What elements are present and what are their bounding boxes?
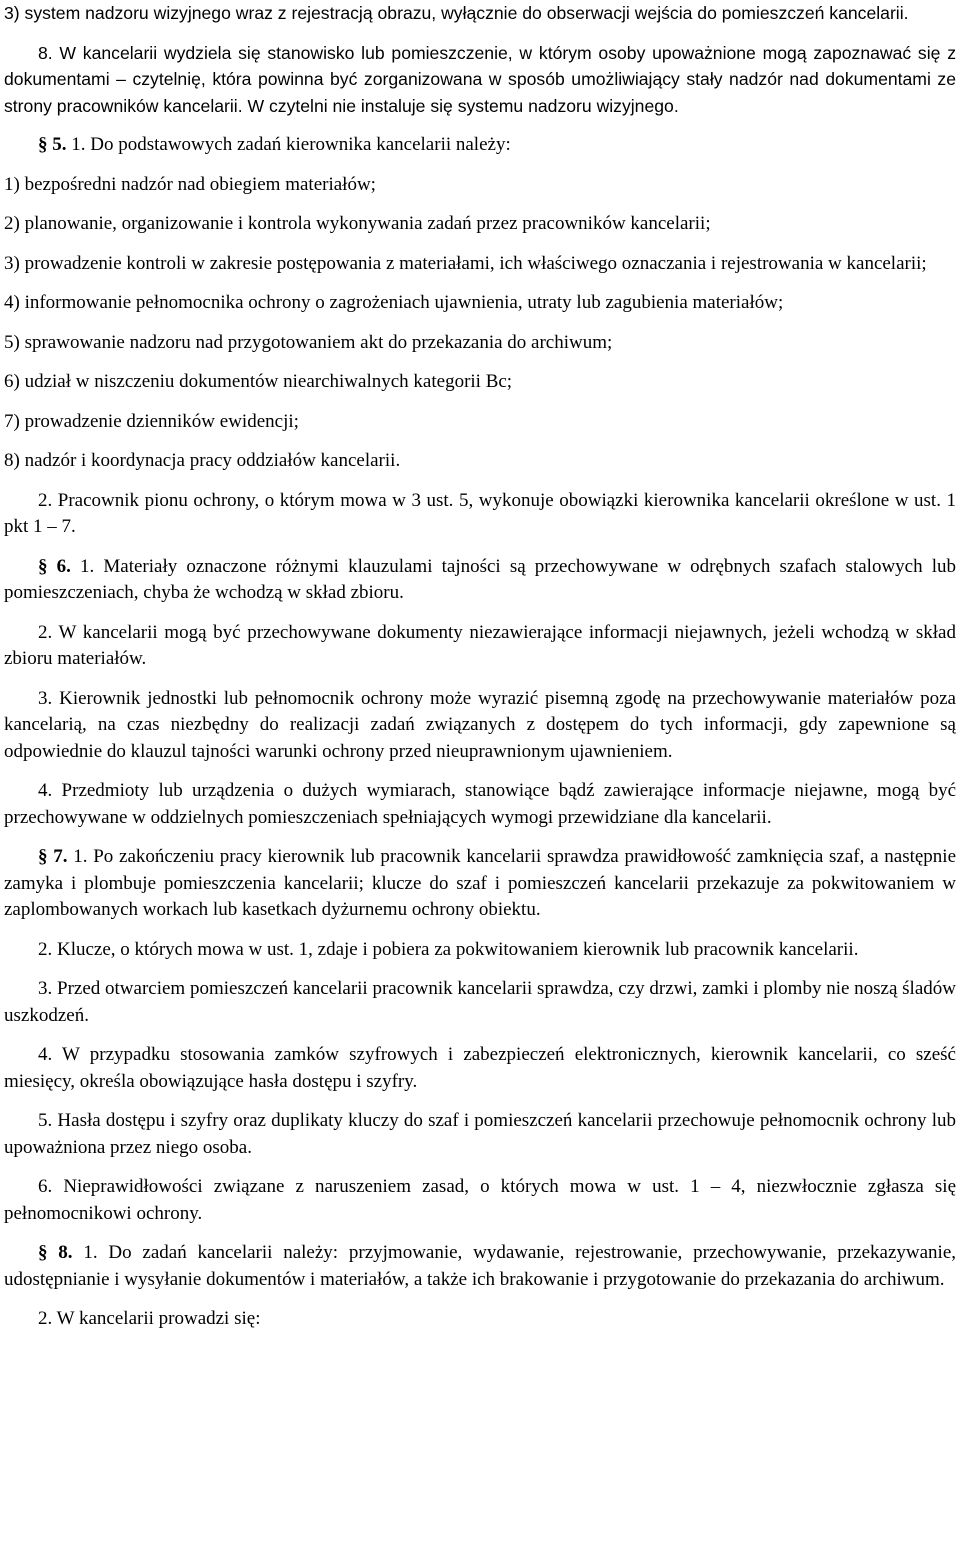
paragraph-text: 3. Przed otwarciem pomieszczeń kancelarii pracownik kancelarii sprawdza, czy drzwi, zamki i plomby nie noszą śladów uszkodzeń. [4,978,956,1026]
paragraph-text: 2. Klucze, o których mowa w ust. 1, zdaje i pobiera za pokwitowaniem kierownik lub pracownik kancelarii. [38,938,859,960]
paragraph-text: 3. Kierownik jednostki lub pełnomocnik ochrony może wyrazić pisemną zgodę na przechowywanie materiałów poza kancelarią, na czas niezbędny do realizacji zadań związanych z dostępem do tych informacji, gdy zapewnione są odpowiednie do klauzul tajności warunki ochrony przed nieuprawnionym ujawnieniem. [4,687,956,762]
paragraph-text: 3) system nadzoru wizyjnego wraz z rejestracją obrazu, wyłącznie do obserwacji wejścia do pomieszczeń kancelarii. [4,3,909,23]
list-item-1 [4,172,956,199]
section-heading: § 5. [38,134,67,155]
section-6-paragraph-4 [4,778,956,831]
paragraph-text: 8. W kancelarii wydziela się stanowisko lub pomieszczenie, w którym osoby upoważnione mogą zapoznawać się z dokumentami – czytelnię, która powinna być zorganizowana w sposób umożliwiający stały nadzór nad dokumentami ze strony pracowników kancelarii. W czytelni nie instaluje się systemu nadzoru wizyjnego. [4,42,956,116]
list-item-5 [4,330,956,357]
section-heading: § 7. [38,846,68,867]
paragraph-text: 2. W kancelarii prowadzi się: [38,1308,261,1329]
paragraph-text: 1. Do zadań kancelarii należy: przyjmowanie, wydawanie, rejestrowanie, przechowywanie, przekazywanie, udostępnianie i wysyłanie dokumentów i materiałów, a także ich brakowanie i przygotowanie do przekazania do archiwum. [4,1242,957,1290]
paragraph-item-3-cctv [4,0,956,27]
section-6-paragraph-1 [4,554,956,607]
section-8-paragraph-1 [4,1240,956,1293]
section-heading: § 6. [38,555,71,577]
paragraph-text: 4. Przedmioty lub urządzenia o dużych wymiarach, stanowiące bądź zawierające informacje niejawne, mogą być przechowywane w oddzielnych pomieszczeniach spełniających wymogi przewidziane dla kancelarii. [4,780,956,828]
section-heading: § 8. [38,1242,73,1263]
paragraph-text: 6) udział w niszczeniu dokumentów niearchiwalnych kategorii Bc; [4,371,513,392]
section-7-paragraph-2 [4,937,956,964]
paragraph-text: 8) nadzór i koordynacja pracy oddziałów kancelarii. [4,450,401,471]
list-item-2 [4,211,956,238]
paragraph-text: 1. Do podstawowych zadań kierownika kancelarii należy: [66,134,511,155]
section-7-paragraph-6 [4,1174,956,1227]
list-item-7 [4,409,956,436]
paragraph-text: 2) planowanie, organizowanie i kontrola wykonywania zadań przez pracowników kancelarii; [4,213,711,234]
list-item-4 [4,290,956,317]
paragraph-8-reading-room [4,40,956,120]
section-7-paragraph-1 [4,844,956,924]
paragraph-text: 1) bezpośredni nadzór nad obiegiem materiałów; [4,173,376,195]
paragraph-text: 7) prowadzenie dzienników ewidencji; [4,410,299,432]
section-7-paragraph-4 [4,1042,956,1095]
section-8-paragraph-2 [4,1306,956,1333]
paragraph-text: 4. W przypadku stosowania zamków szyfrowych i zabezpieczeń elektronicznych, kierownik kancelarii, co sześć miesięcy, określa obowiązujące hasła dostępu i szyfry. [4,1044,956,1092]
paragraph-text: 3) prowadzenie kontroli w zakresie postępowania z materiałami, ich właściwego oznaczania i rejestrowania w kancelarii; [4,252,927,274]
list-item-6 [4,369,956,396]
section-5-paragraph-2 [4,488,956,541]
paragraph-text: 6. Nieprawidłowości związane z naruszeniem zasad, o których mowa w ust. 1 – 4, niezwłocznie zgłasza się pełnomocnikowi ochrony. [4,1176,956,1224]
paragraph-text: 4) informowanie pełnomocnika ochrony o zagrożeniach ujawnienia, utraty lub zagubienia materiałów; [4,292,784,313]
paragraph-text: 1. Materiały oznaczone różnymi klauzulami tajności są przechowywane w odrębnych szafach stalowych lub pomieszczeniach, chyba że wchodzą w skład zbioru. [4,555,956,603]
section-7-paragraph-5 [4,1108,956,1161]
paragraph-text: 5. Hasła dostępu i szyfry oraz duplikaty kluczy do szaf i pomieszczeń kancelarii przechowuje pełnomocnik ochrony lub upoważniona przez niego osoba. [4,1110,956,1158]
list-item-8 [4,448,956,475]
section-7-paragraph-3 [4,976,956,1029]
paragraph-text: 1. Po zakończeniu pracy kierownik lub pracownik kancelarii sprawdza prawidłowość zamknięcia szaf, a następnie zamyka i plombuje pomieszczenia kancelarii; klucze do szaf i pomieszczeń kancelarii przekazuje za pokwitowaniem w zaplombowanych workach lub kasetkach dyżurnemu ochrony obiektu. [4,846,957,920]
section-6-paragraph-3 [4,686,956,766]
list-item-3 [4,251,956,278]
section-5-paragraph-1 [4,132,956,159]
paragraph-text: 2. W kancelarii mogą być przechowywane dokumenty niezawierające informacji niejawnych, jeżeli wchodzą w skład zbioru materiałów. [4,621,956,669]
paragraph-text: 2. Pracownik pionu ochrony, o którym mowa w 3 ust. 5, wykonuje obowiązki kierownika kancelarii określone w ust. 1 pkt 1 – 7. [4,489,956,537]
paragraph-text: 5) sprawowanie nadzoru nad przygotowaniem akt do przekazania do archiwum; [4,331,613,353]
section-6-paragraph-2 [4,620,956,673]
